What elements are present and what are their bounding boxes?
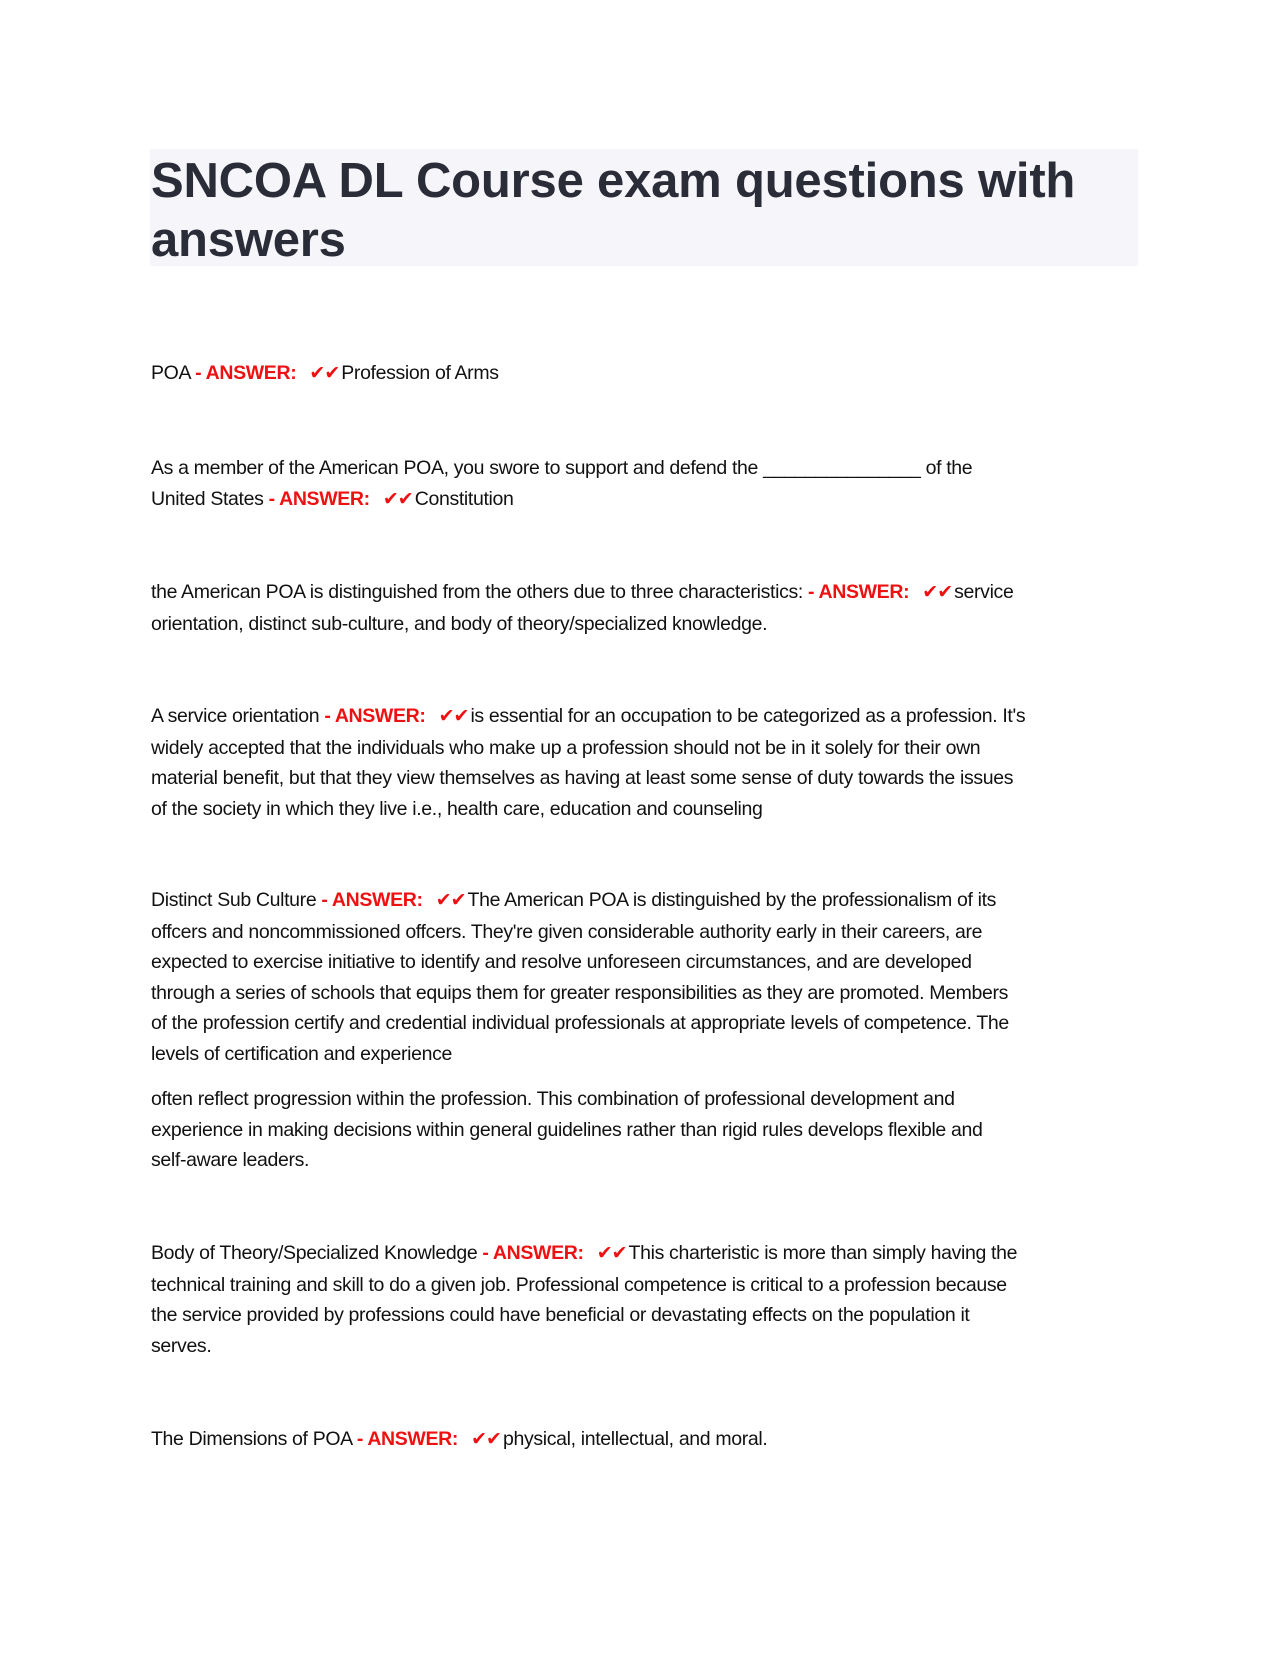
double-check-icon: ✔✔ [438, 706, 469, 727]
title-line-2: answers [151, 213, 346, 267]
question-text: Body of Theory/Specialized Knowledge [151, 1242, 478, 1264]
answer-text: offcers and noncommissioned offcers. They're given considerable authority early in their careers, are [151, 920, 983, 943]
answer-label: - ANSWER: [324, 705, 426, 727]
answer-text: technical training and skill to do a given job. Professional competence is critical to a profession because [151, 1273, 1007, 1296]
qa-item-distinct-sub-culture-continued [151, 1084, 1141, 1176]
answer-text: experience in making decisions within general guidelines rather than rigid rules develops flexible and [151, 1118, 983, 1141]
answer-text: through a series of schools that equips them for greater responsibilities as they are promoted. Members [151, 981, 1009, 1004]
answer-text: material benefit, but that they view themselves as having at least some sense of duty towards the issues [151, 767, 1014, 789]
answer-text: self-aware leaders. [151, 1149, 310, 1171]
answer-label: - ANSWER: [482, 1242, 584, 1264]
question-text: A service orientation [151, 705, 320, 727]
double-check-icon: ✔✔ [382, 488, 413, 510]
qa-item-body-of-theory [151, 1238, 1141, 1361]
answer-text: orientation, distinct sub-culture, and body of theory/specialized knowledge. [151, 612, 768, 635]
answer-text: is essential for an occupation to be categorized as a profession. It's [470, 705, 1026, 727]
document-title [151, 152, 1141, 270]
answer-text: levels of certification and experience [151, 1042, 453, 1065]
answer-text: Profession of Arms [341, 362, 499, 384]
answer-label: - ANSWER: [268, 487, 370, 510]
answer-text: of the profession certify and credential individual professionals at appropriate levels of competence. The [151, 1012, 1009, 1034]
question-text: As a member of the American POA, you swore to support and defend the _______________ of the [151, 457, 973, 479]
qa-item-characteristics [151, 577, 1141, 639]
qa-item-service-orientation [151, 701, 1141, 824]
double-check-icon: ✔✔ [471, 1429, 501, 1450]
answer-text: The American POA is distinguished by the professionalism of its [467, 889, 997, 911]
title-line-1: SNCOA DL Course exam questions with [151, 154, 1076, 208]
answer-text: Constitution [414, 487, 514, 510]
question-text: the American POA is distinguished from the others due to three characteristics: [151, 581, 803, 603]
answer-text: service [954, 581, 1014, 603]
question-text: Distinct Sub Culture [151, 889, 317, 911]
answer-label: - ANSWER: [321, 889, 423, 911]
double-check-icon: ✔✔ [922, 582, 953, 603]
qa-item-distinct-sub-culture [151, 885, 1141, 1069]
answer-label: - ANSWER: [195, 362, 297, 384]
qa-item-poa [151, 358, 1141, 390]
answer-text: This charteristic is more than simply having the [628, 1242, 1018, 1264]
double-check-icon: ✔✔ [309, 363, 340, 384]
question-text: POA [151, 362, 191, 384]
question-text: The Dimensions of POA [151, 1428, 352, 1450]
qa-item-dimensions [151, 1424, 1141, 1456]
qa-item-oath [151, 453, 1141, 515]
answer-text: of the society in which they live i.e., health care, education and counseling [151, 797, 763, 820]
answer-text: serves. [151, 1334, 212, 1357]
answer-text: physical, intellectual, and moral. [502, 1428, 768, 1450]
answer-text: expected to exercise initiative to identify and resolve unforeseen circumstances, and are developed [151, 951, 972, 973]
answer-text: often reflect progression within the profession. This combination of professional development and [151, 1088, 955, 1110]
question-text: United States [151, 487, 264, 510]
answer-text: the service provided by professions could have beneficial or devastating effects on the population it [151, 1304, 970, 1326]
answer-text: widely accepted that the individuals who make up a profession should not be in it solely for their own [151, 736, 981, 759]
answer-label: - ANSWER: [356, 1428, 459, 1450]
answer-label: - ANSWER: [808, 581, 910, 603]
double-check-icon: ✔✔ [435, 890, 466, 911]
double-check-icon: ✔✔ [596, 1243, 627, 1264]
